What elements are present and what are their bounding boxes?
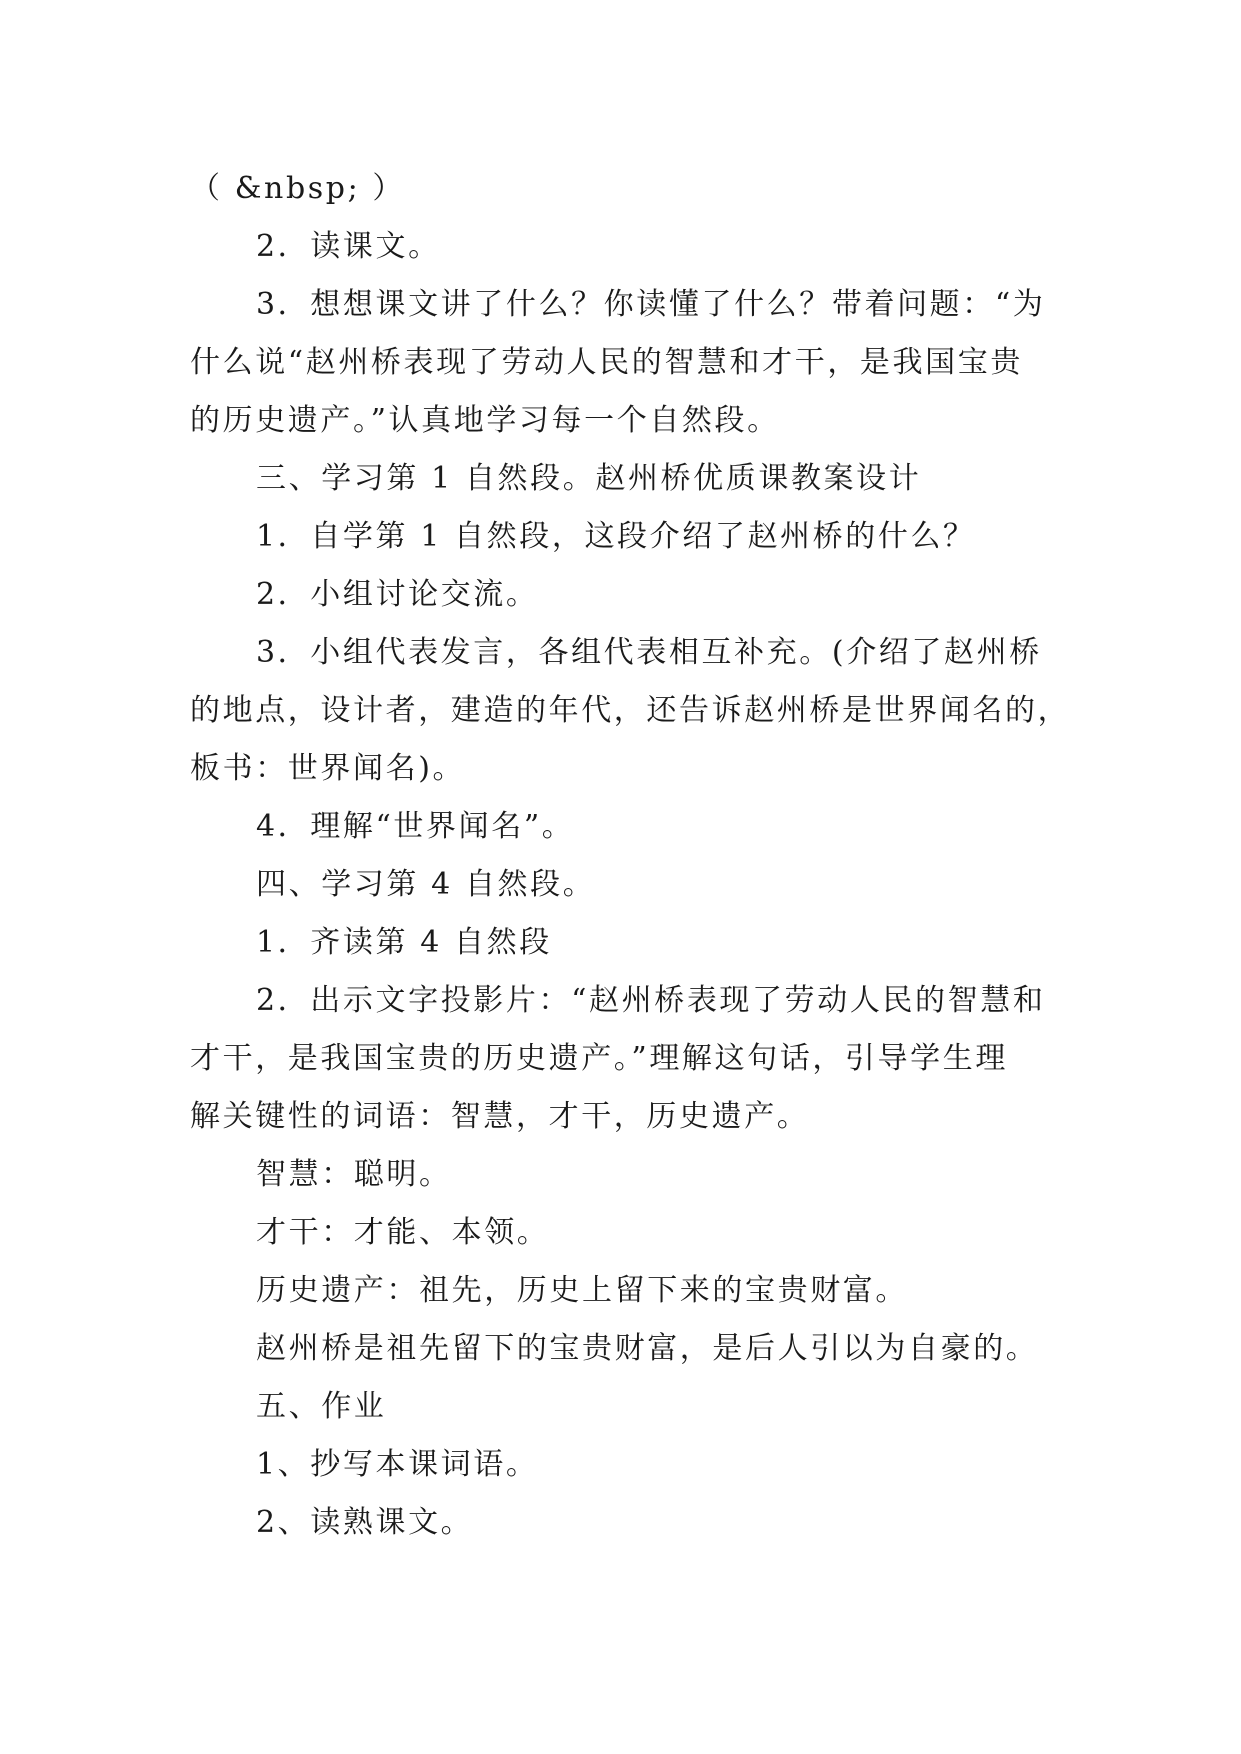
text-line: 板书：世界闻名)。 [190,751,466,786]
text-line: 什么说“赵州桥表现了劳动人民的智慧和才干，是我国宝贵 [190,345,1023,380]
text-line: 解关键性的词语：智慧，才干，历史遗产。 [190,1099,810,1134]
text-line: 的历史遗产。”认真地学习每一个自然段。 [190,403,780,438]
text-line: 3．小组代表发言，各组代表相互补充。(介绍了赵州桥 [256,635,1042,670]
text-line: 1．齐读第 4 自然段 [256,925,552,960]
text-line: 3．想想课文讲了什么？你读懂了什么？带着问题：“为 [256,287,1046,322]
text-line: 才干，是我国宝贵的历史遗产。”理解这句话，引导学生理 [190,1041,1008,1076]
text-line: 赵州桥是祖先留下的宝贵财富，是后人引以为自豪的。 [256,1331,1039,1366]
text-line: 4．理解“世界闻名”。 [256,809,575,844]
text-line: 的地点，设计者，建造的年代，还告诉赵州桥是世界闻名的， [190,693,1071,728]
text-line: 2、读熟课文。 [256,1505,474,1540]
text-line: 1．自学第 1 自然段，这段介绍了赵州桥的什么？ [256,519,976,554]
text-line: 才干：才能、本领。 [256,1215,550,1250]
document-body [190,160,1090,1552]
section-heading: 三、学习第 1 自然段。赵州桥优质课教案设计 [256,461,922,496]
text-line: 历史遗产：祖先，历史上留下来的宝贵财富。 [256,1273,908,1308]
text-line: 智慧：聪明。 [256,1157,452,1192]
text-line: 2．小组讨论交流。 [256,577,539,612]
section-heading: 四、学习第 4 自然段。 [256,867,596,902]
section-heading: 五、作业 [256,1389,387,1424]
text-line: 1、抄写本课词语。 [256,1447,539,1482]
text-line: 2．读课文。 [256,229,441,264]
text-line: 2．出示文字投影片：“赵州桥表现了劳动人民的智慧和 [256,983,1046,1018]
text-line: （ &nbsp; ） [190,171,406,206]
